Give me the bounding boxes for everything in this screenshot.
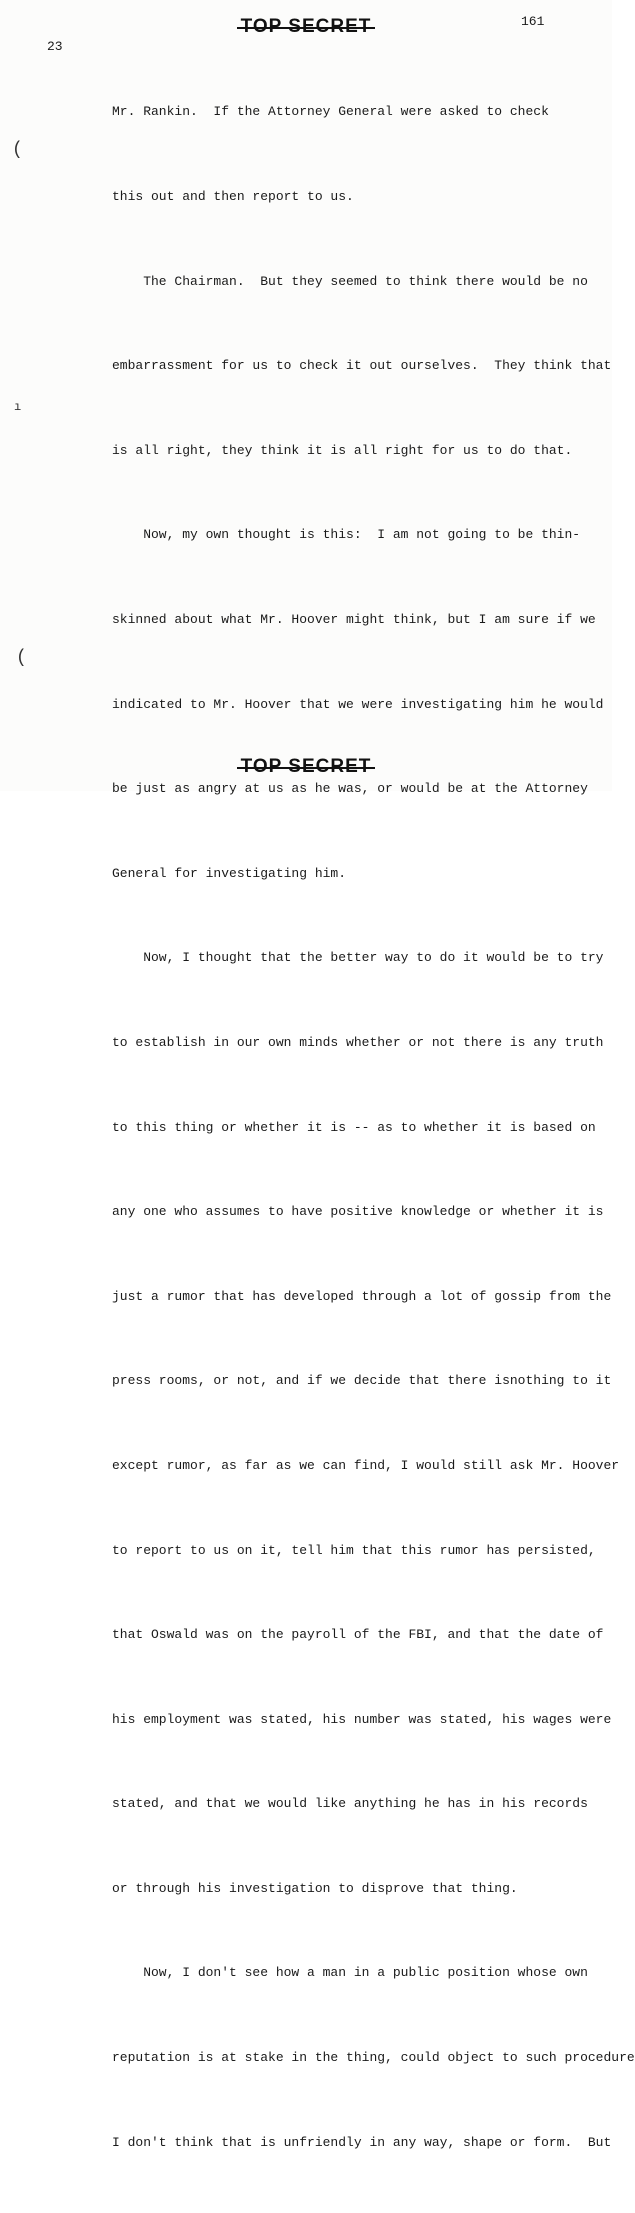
margin-mark: ı bbox=[14, 400, 22, 414]
classification-footer bbox=[0, 756, 612, 778]
margin-mark: ( bbox=[16, 648, 27, 668]
text-line: indicated to Mr. Hoover that we were investigating him he would bbox=[112, 696, 604, 712]
classification-stamp-top: TOP SECRET bbox=[240, 16, 372, 37]
text-line: to this thing or whether it is -- as to whether it is based on bbox=[112, 1119, 596, 1135]
text-line: or through his investigation to disprove that thing. bbox=[112, 1880, 518, 1896]
text-line: embarrassment for us to check it out ourselves. They think that bbox=[112, 358, 612, 374]
text-line: reputation is at stake in the thing, could object to such procedure bbox=[112, 2050, 635, 2066]
text-line: is all right, they think it is all right for us to do that. bbox=[112, 442, 573, 458]
text-line: press rooms, or not, and if we decide that there isnothing to it bbox=[112, 1373, 612, 1389]
text-line: be just as angry at us as he was, or would be at the Attorney bbox=[112, 781, 588, 797]
text-line: just a rumor that has developed through a lot of gossip from the bbox=[112, 1288, 612, 1304]
text-line: that Oswald was on the payroll of the FBI, and that the date of bbox=[112, 1627, 604, 1643]
text-line: Now, my own thought is this: I am not going to be thin- bbox=[112, 527, 581, 543]
text-line: this out and then report to us. bbox=[112, 189, 354, 204]
text-line: stated, and that we would like anything he has in his records bbox=[112, 1796, 588, 1812]
text-line: skinned about what Mr. Hoover might think, but I am sure if we bbox=[112, 611, 596, 627]
text-line: his employment was stated, his number was stated, his wages were bbox=[112, 1711, 612, 1727]
text-line: Now, I don't see how a man in a public position whose own bbox=[112, 1965, 588, 1981]
text-line: except rumor, as far as we can find, I would still ask Mr. Hoover bbox=[112, 1457, 620, 1473]
text-line: any one who assumes to have positive knowledge or whether it is bbox=[112, 1204, 604, 1220]
text-line: to report to us on it, tell him that this rumor has persisted, bbox=[112, 1542, 596, 1558]
text-line: I don't think that is unfriendly in any way, shape or form. But bbox=[112, 2134, 612, 2150]
text-line: The Chairman. But they seemed to think there would be no bbox=[112, 273, 588, 289]
text-line: to establish in our own minds whether or not there is any truth bbox=[112, 1034, 604, 1050]
transcript-body bbox=[112, 42, 635, 2213]
margin-mark: ( bbox=[12, 140, 23, 160]
line-number: 23 bbox=[47, 39, 63, 54]
page-number: 161 bbox=[521, 14, 545, 29]
text-line: Now, I thought that the better way to do it would be to try bbox=[112, 950, 604, 966]
classification-stamp-bottom: TOP SECRET bbox=[240, 756, 372, 777]
text-line: Mr. Rankin. If the Attorney General were asked to check bbox=[112, 104, 549, 120]
text-line: General for investigating him. bbox=[112, 865, 347, 881]
